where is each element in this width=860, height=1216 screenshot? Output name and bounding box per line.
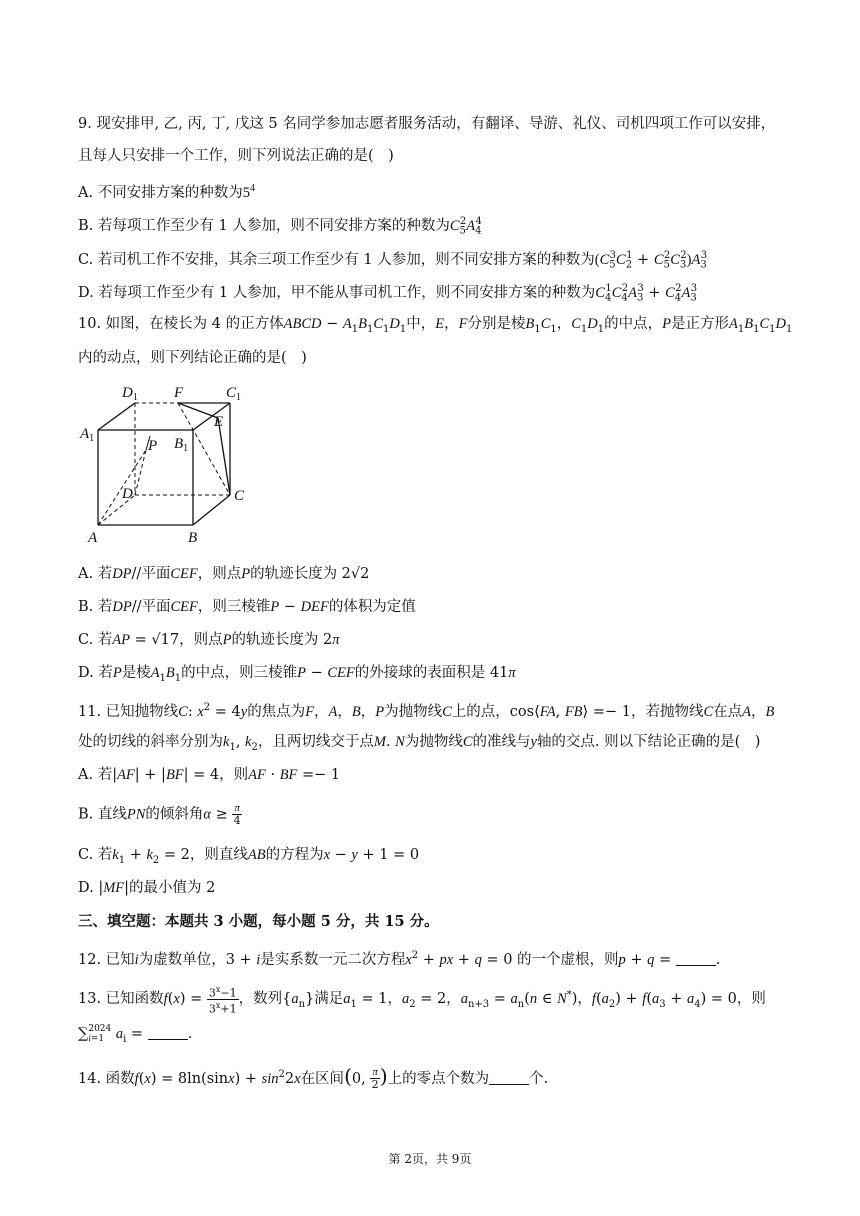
q9-option-c: C. 若司机工作不安排，其余三项工作至少有 1 人参加，则不同安排方案的种数为$(C_5^3C_2^1 + C_5^2C_3^2)A_3^3$ [78, 250, 708, 271]
label-P: P [148, 438, 158, 454]
q9-stem-line2: 且每人只安排一个工作，则下列说法正确的是( ) [78, 148, 394, 164]
q14: 14. 函数$f(x) = 8\ln(\sin x) + \sin^22x$在区间(0, $\frac{\pi}{2}$ )上的零点个数为 个. [78, 1063, 549, 1092]
q10-stem-line1: 10. 如图，在棱长为 4 的正方体ABCD − $A_1B_1C_1D_1$中，E，F分别是棱$B_1C_1$，$C_1D_1$的中点，P是正方形$A_1B_1C_1D_1$ [78, 316, 793, 335]
q10-option-a: A. 若DP//平面CEF，则点P的轨迹长度为 2√2 [78, 566, 370, 582]
q11-stem-line1: 11. 已知抛物线C: $x^2 = 4y$的焦点为F，A，B，P为抛物线C上的点，cos⟨FA, FB⟩ =− 1，若抛物线C在点A，B [78, 702, 775, 720]
section-3-heading: 三、填空题：本题共 3 小题，每小题 5 分，共 15 分。 [78, 913, 439, 930]
q9-option-b: B. 若每项工作至少有 1 人参加，则不同安排方案的种数为$C_5^2A_4^4$ [78, 216, 482, 237]
label-D1: $D_1$ [122, 385, 138, 403]
cube-figure [78, 378, 258, 548]
label-B: B [188, 530, 198, 546]
q10-stem-line2: 内的动点，则下列结论正确的是( ) [78, 350, 307, 366]
q11-option-a: A. 若|AF| + |BF| = 4，则AF · BF =− 1 [78, 767, 341, 783]
q11-option-c: C. 若$k_1 + k_2 = 2$，则直线AB的方程为x − y + 1 = 0 [78, 847, 420, 866]
q11-option-d: D. |MF|的最小值为 2 [78, 880, 216, 896]
q11-option-b: B. 直线PN的倾斜角α ≥ $\frac{\pi}{4}$ [78, 802, 241, 827]
q10-option-d: D. 若P是棱$A_1B_1$的中点，则三棱锥P − CEF的外接球的表面积是 41π [78, 665, 516, 684]
q9-option-a: A. 不同安排方案的种数为$5^4$ [78, 183, 255, 201]
q10-option-c: C. 若AP = √17，则点P的轨迹长度为 2π [78, 632, 340, 648]
q13-line2: ∑ 2024 i=1 $a_i$ = . [78, 1023, 193, 1045]
page-footer: 第 2页，共 9页 [388, 1152, 472, 1166]
label-C1: $C_1$ [226, 385, 242, 403]
q10-option-b: B. 若DP//平面CEF，则三棱锥P − DEF的体积为定值 [78, 599, 416, 615]
q13-line1: 13. 已知函数f(x) = $\frac{3^x-1}{3^x+1}$ ，数列$\{a_n\}$满足$a_1 = 1$，$a_2 = 2$，$a_{n+3} = a_n(n$ ∈ N*)，$f(a_2) + f(a_3 + a_4) = 0$，则 [78, 985, 766, 1016]
label-F: F [174, 385, 184, 401]
q14-answer-blank[interactable] [489, 1070, 529, 1085]
q13-answer-blank[interactable] [148, 1025, 188, 1040]
label-D: D [122, 486, 133, 502]
q12: 12. 已知i为虚数单位，3 + i是实系数一元二次方程$x^2$ + px + q = 0 的一个虚根，则p + q = . [78, 950, 721, 968]
label-C: C [234, 488, 245, 504]
q12-answer-blank[interactable] [676, 951, 716, 966]
q9-stem-line1: 9. 现安排甲, 乙, 丙, 丁, 戊这 5 名同学参加志愿者服务活动，有翻译、导游、礼仪、司机四项工作可以安排， [78, 116, 776, 132]
q11-stem-line2: 处的切线的斜率分别为$k_1$, $k_2$，且两切线交于点M. N为抛物线C的准线与y轴的交点. 则以下结论正确的是( ) [78, 734, 761, 753]
q9-option-d: D. 若每项工作至少有 1 人参加，甲不能从事司机工作，则不同安排方案的种数为$C_4^1C_4^2A_3^3 + C_4^2A_3^3$ [78, 283, 698, 304]
label-A: A [88, 530, 98, 546]
label-B1: $B_1$ [174, 436, 189, 454]
label-E: E [214, 414, 224, 430]
label-A1: $A_1$ [80, 426, 95, 444]
